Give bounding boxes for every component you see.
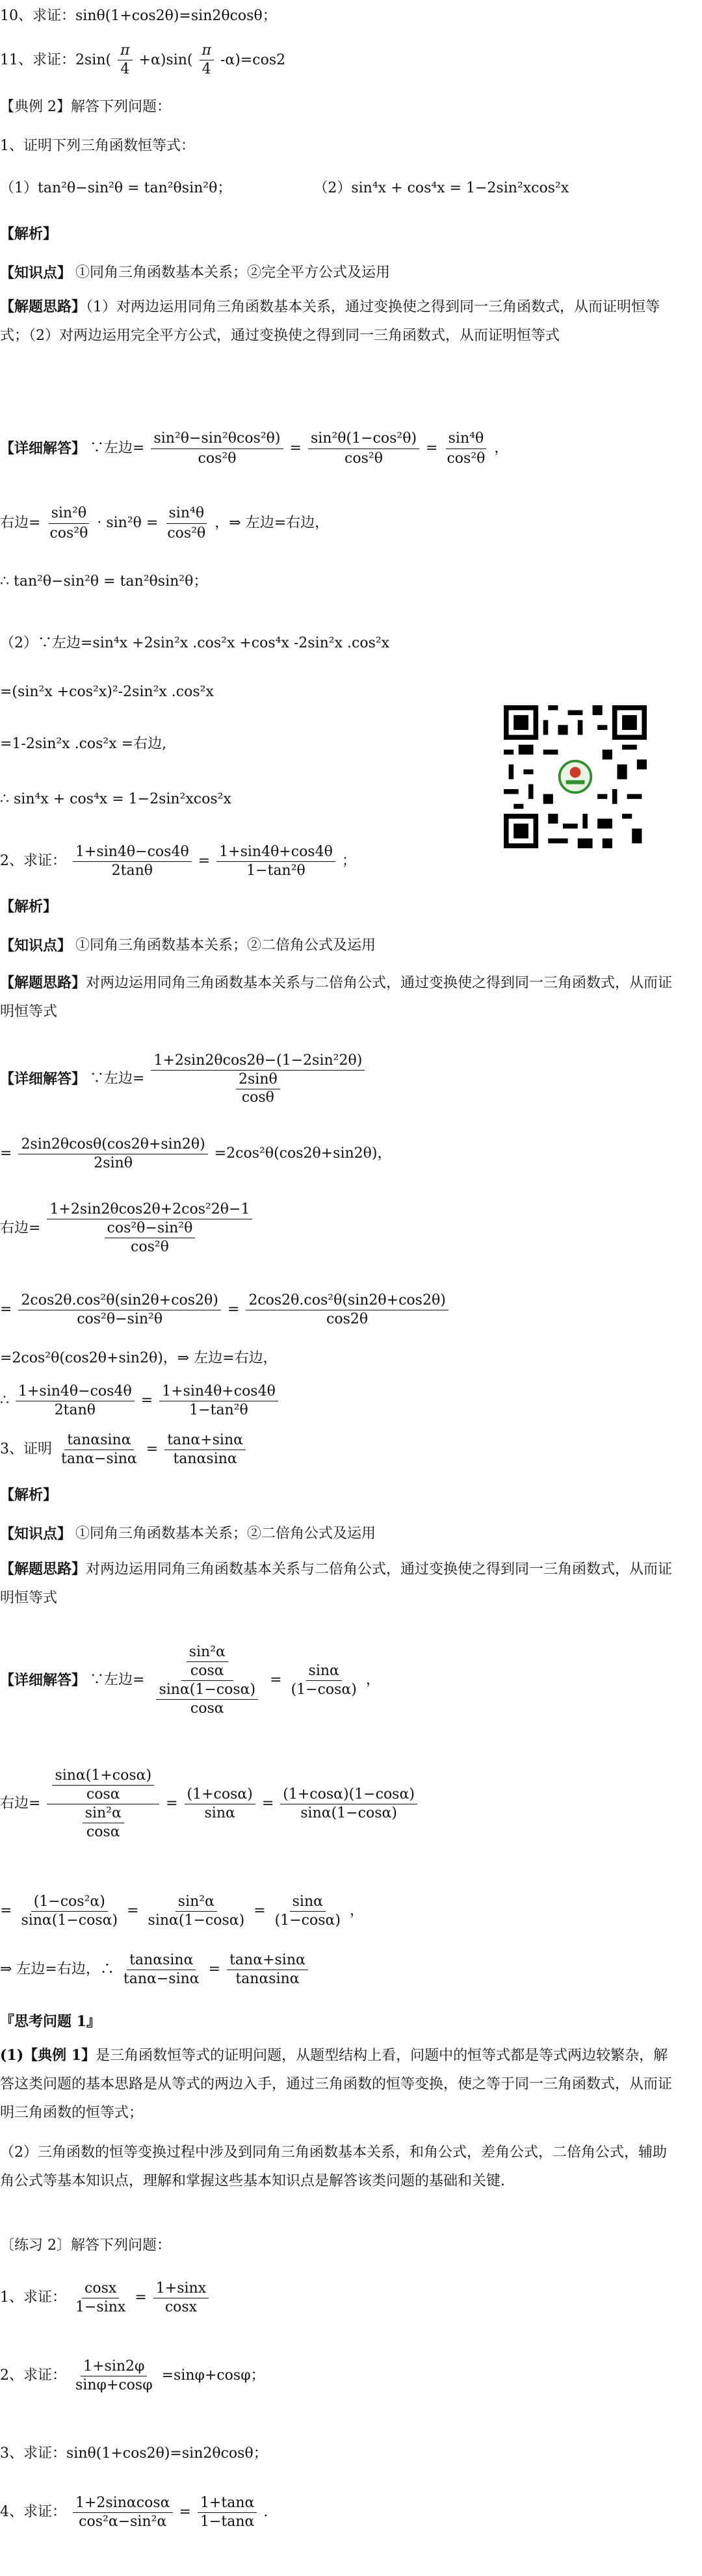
problem-10 xyxy=(0,7,676,26)
practice-4: 4、求证： $\frac{1+2\sin\alpha\cos\alpha}{\text{cos²α−sin²α}}$ = $\frac{1+\tan\alpha}{1-\tan\alpha}$ . xyxy=(0,2494,268,2530)
identity-2: （2）sin⁴x + cos⁴x = 1−2sin²xcos²x xyxy=(313,180,569,196)
problem-11-part-a: 11、求证：2sin( xyxy=(0,51,112,68)
knowledge-point: 【知识点】 ①同角三角函数基本关系；②完全平方公式及运用 xyxy=(0,265,391,281)
q2-knowledge-point: 【知识点】 ①同角三角函数基本关系；②二倍角公式及运用 xyxy=(0,937,376,954)
q3-solution-idea: 【解题思路】对两边运用同角三角函数基本关系与二倍角公式，通过变换使之得到同一三角函数式，从而证明恒等式 xyxy=(0,1561,673,1606)
practice-2: 2、求证： $\frac{1+\sin 2\varphi}{\sin\varphi+\cos\varphi}$ =sinφ+cosφ； xyxy=(0,2358,265,2393)
q2-conclusion: ∴ $\frac{1+\sin 4\theta-\cos 4\theta}{2\tan\theta}$ = $\frac{1+\sin 4\theta+\cos 4\theta}{\text{1−tan²θ}}$ xyxy=(0,1378,676,1424)
qr-code-icon xyxy=(504,705,647,848)
identity-1: （1）tan²θ−sin²θ = tan²θsin²θ； xyxy=(0,180,232,196)
conclusion-1: ∴ tan²θ−sin²θ = tan²θsin²θ； xyxy=(0,573,208,590)
problem-11-part-c: -α)=cos2 xyxy=(220,51,286,68)
q1-identities xyxy=(0,179,676,198)
q2-statement: 2、求证： $\frac{1+\sin 4\theta-\cos 4\theta}{2\tan\theta}$ = $\frac{1+\sin 4\theta+\cos 4\theta}{\text{1−tan²θ}}$ ； xyxy=(0,843,356,879)
q2-detail-line5: =2cos²θ(cos2θ+sin2θ)，⇒ 左边=右边， xyxy=(0,1350,278,1366)
q3-detail-line1: 【详细解答】 ∵左边= $\frac{\frac{\text{sin²α}}{\cos\alpha}}{\frac{\sin\alpha(1-\cos\alpha)}{\cos\alpha}}$ = $\frac{\sin\alpha}{(1-\cos\alpha)}$ ， xyxy=(0,1643,380,1717)
q2-detail-line4: = $\frac{\text{2cos2θ.cos²θ(sin2θ+cos2θ)}}{\text{cos²θ−sin²θ}}$ = $\frac{\text{2cos2θ.cos²θ(sin2θ+cos2θ)}}{\cos 2\theta}$ xyxy=(0,1287,676,1333)
q2-solution-idea: 【解题思路】对两边运用同角三角函数基本关系与二倍角公式，通过变换使之得到同一三角函数式，从而证明恒等式 xyxy=(0,974,673,1020)
q3-detail-line3: = $\frac{\text{(1−cos²α)}}{\sin\alpha(1-\cos\alpha)}$ = $\frac{\text{sin²α}}{\sin\alpha(1-\cos\alpha)}$ = $\frac{\sin\alpha}{(1-\cos\alpha)}$ ， xyxy=(0,1893,364,1929)
solution-idea: 【解题思路】（1）对两边运用同角三角函数基本关系，通过变换使之得到同一三角函数式，从而证明恒等式；（2）对两边运用完全平方公式，通过变换使之得到同一三角函数式，从而证明恒等式 xyxy=(0,298,660,344)
practice-1: 1、求证： $\frac{\cos x}{1-\sin x}$ = $\frac{1+\sin x}{\cos x}$ xyxy=(0,2275,676,2321)
q3-right-side: 右边= $\frac{\frac{\sin\alpha(1+\cos\alpha)}{\cos\alpha}}{\frac{\text{sin²α}}{\cos\alpha}}$ = $\frac{(1+\cos\alpha)}{\sin\alpha}$ = $\frac{(1+\cos\alpha)(1-\cos\alpha)}{\sin\alpha(1-\cos\alpha)}$ xyxy=(0,1755,676,1853)
q3-analysis-heading: 【解析】 xyxy=(0,1487,58,1503)
q3-knowledge-point: 【知识点】 ①同角三角函数基本关系；②二倍角公式及运用 xyxy=(0,1526,376,1542)
part2-line3: =1-2sin²x .cos²x =右边, xyxy=(0,736,167,752)
q2-analysis-heading: 【解析】 xyxy=(0,898,58,915)
part2-line2: =(sin²x +cos²x)²-2sin²x .cos²x xyxy=(0,684,214,700)
part2-line1: （2）∵左边=sin⁴x +2sin²x .cos²x +cos⁴x -2sin²x .cos²x xyxy=(0,635,390,651)
q3-statement: 3、证明 $\frac{\tan\alpha\sin\alpha}{\tan\alpha-\sin\alpha}$ = $\frac{\tan\alpha+\sin\alpha}{\tan\alpha\sin\alpha}$ xyxy=(0,1427,676,1472)
practice-title: 〔练习 2〕解答下列问题： xyxy=(0,2237,171,2254)
analysis-heading: 【解析】 xyxy=(0,226,58,242)
detailed-solution-line1: 【详细解答】 ∵左边= $\frac{\text{sin²θ−sin²θcos²θ)}}{\text{cos²θ}}$ = $\frac{\text{sin²θ(1−cos²θ)}}{\text{cos²θ}}$ = $\frac{\text{sin⁴θ}}{\text{cos²θ}}$ ， xyxy=(0,430,509,467)
think-paragraph-1: (1)【典例 1】是三角函数恒等式的证明问题，从题型结构上看，问题中的恒等式都是等式两边较繁杂，解答这类问题的基本思路是从等式的两边入手，通过三角函数的恒等变换，使之等于同一三角函数式，从而证明三角函数的恒等式； xyxy=(0,2047,673,2121)
problem-10-text: 10、求证：sinθ(1+cos2θ)=sin2θcosθ； xyxy=(0,8,277,24)
q2-detail-line1: 【详细解答】 ∵左边= $\frac{\text{1+2sin2θcos2θ−(1−2sin²2θ)}}{\frac{2\sin\theta}{\cos\theta}}$ xyxy=(0,1043,676,1115)
example-2-title: 【典例 2】解答下列问题： xyxy=(0,99,171,115)
q1-title: 1、证明下列三角函数恒等式： xyxy=(0,138,195,154)
pi-over-4-fraction-2: π 4 xyxy=(200,42,214,79)
q2-right-side: 右边= $\frac{\text{1+2sin2θcos2θ+2cos²2θ−1}}{\frac{\text{cos²θ−sin²θ}}{\text{cos²θ}}}$ xyxy=(0,1190,676,1268)
think-title: 『思考问题 1』 xyxy=(0,2013,101,2030)
part2-line4: ∴ sin⁴x + cos⁴x = 1−2sin²xcos²x xyxy=(0,791,231,807)
problem-11-part-b: +α)sin( xyxy=(138,51,193,68)
problem-11 xyxy=(0,42,676,79)
practice-3: 3、求证：sinθ(1+cos2θ)=sin2θcosθ； xyxy=(0,2445,268,2462)
q3-conclusion: ⇒ 左边=右边，∴ $\frac{\tan\alpha\sin\alpha}{\tan\alpha-\sin\alpha}$ = $\frac{\tan\alpha+\sin\alpha}{\tan\alpha\sin\alpha}$ xyxy=(0,1947,676,1992)
q2-detail-line2: = $\frac{2\sin 2\theta\cos\theta(\cos 2\theta+\sin 2\theta)}{2\sin\theta}$ =2cos²θ(cos2θ+sin2θ)， xyxy=(0,1136,392,1171)
right-side-line: 右边= $\frac{\text{sin²θ}}{\text{cos²θ}}$ · sin²θ = $\frac{\text{sin⁴θ}}{\text{cos²θ}}$ ，⇒ 左边=右边， xyxy=(0,504,330,541)
pi-over-4-fraction: π 4 xyxy=(118,42,132,79)
think-paragraph-2: （2）三角函数的恒等变换过程中涉及到同角三角函数基本关系，和角公式，差角公式，二倍角公式，辅助角公式等基本知识点，理解和掌握这些基本知识点是解答该类问题的基础和关键. xyxy=(0,2144,668,2189)
